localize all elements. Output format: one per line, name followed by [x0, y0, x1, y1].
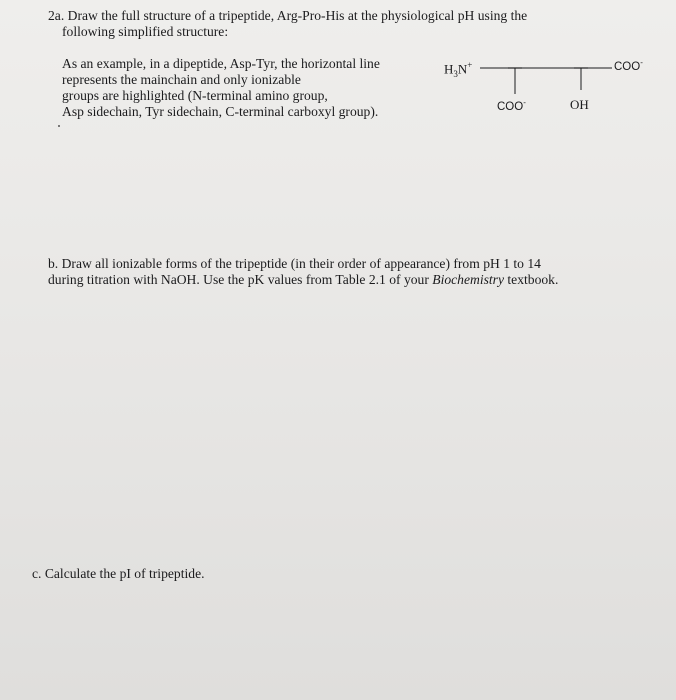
n-terminal-label: [444, 60, 472, 79]
example-line-4: Asp sidechain, Tyr sidechain, C-terminal carboxyl group).: [62, 104, 379, 119]
example-line-2: represents the mainchain and only ionizable: [62, 72, 301, 87]
example-paragraph: [62, 56, 380, 120]
example-line-3: groups are highlighted (N-terminal amino group,: [62, 88, 328, 103]
textbook-title: Biochemistry: [432, 272, 504, 287]
stray-mark: [58, 125, 60, 127]
c-terminal-text: COO: [614, 60, 641, 73]
n-terminal-h: H: [444, 61, 454, 77]
dipeptide-diagram: [440, 54, 676, 124]
n-terminal-subscript: 3: [453, 68, 458, 79]
question-b-line-1: b. Draw all ionizable forms of the tripeptide (in their order of appearance) from pH 1 to 14: [48, 256, 541, 271]
tyr-sidechain-label: OH: [570, 97, 589, 112]
question-b-line-2-start: during titration with NaOH. Use the pK values from Table 2.1 of your: [48, 272, 433, 287]
n-terminal-charge: +: [467, 60, 473, 70]
question-c: c. Calculate the pI of tripeptide.: [32, 566, 205, 581]
c-terminal-label: [614, 58, 643, 73]
asp-sidechain-charge: -: [523, 98, 526, 107]
question-b-line-2-end: textbook.: [504, 272, 559, 287]
question-a-line-1: 2a. Draw the full structure of a tripeptide, Arg-Pro-His at the physiological pH using the: [48, 8, 528, 23]
asp-sidechain-label: [497, 98, 526, 113]
c-terminal-charge: -: [640, 58, 643, 67]
question-a-line-2: following simplified structure:: [62, 24, 229, 39]
n-terminal-atom: N: [457, 61, 468, 77]
question-b-line-2: [48, 272, 558, 288]
example-line-1: As an example, in a dipeptide, Asp-Tyr, the horizontal line: [62, 56, 380, 71]
asp-sidechain-text: COO: [497, 100, 524, 113]
